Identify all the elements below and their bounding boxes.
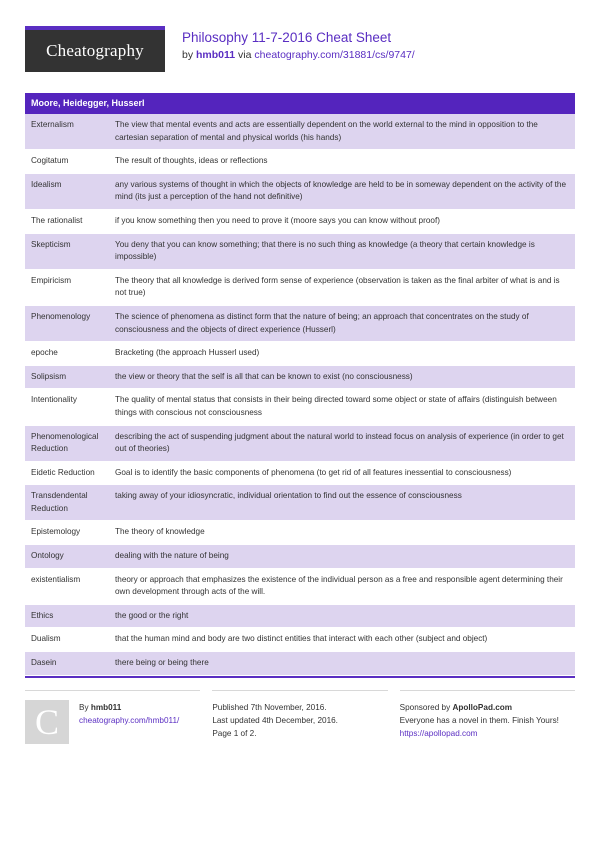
sponsor-prefix: Sponsored by <box>399 702 453 712</box>
term-cell: Dasein <box>31 658 57 668</box>
table-row <box>25 210 575 234</box>
table-row <box>25 605 575 629</box>
page-title: Philosophy 11-7-2016 Cheat Sheet <box>182 30 392 45</box>
definition-cell: the good or the right <box>115 610 189 620</box>
term-cell: Ontology <box>31 551 64 561</box>
term-cell: Empiricism <box>31 275 72 285</box>
table-row <box>25 652 575 676</box>
definition-cell: The theory that all knowledge is derived form sense of experience (observation is taken as the final arbiter of what is and is not true) <box>115 275 560 298</box>
sponsor-name: ApolloPad.com <box>452 702 513 712</box>
title-block <box>165 26 415 62</box>
cheatography-logo[interactable] <box>25 26 165 72</box>
table-row <box>25 521 575 545</box>
definition-cell: that the human mind and body are two distinct entities that interact with each other (subject and object) <box>115 634 488 644</box>
avatar: C <box>25 700 69 744</box>
table-row <box>25 234 575 270</box>
table-row <box>25 306 575 342</box>
term-cell: Ethics <box>31 610 54 620</box>
definition-cell: The science of phenomena as distinct form that the nature of being; an approach that concentrates on the study of consciousness and the objects of direct experience (Husserl) <box>115 311 529 334</box>
author-profile-link[interactable]: cheatography.com/hmb011/ <box>79 715 180 725</box>
definition-cell: if you know something then you need to prove it (moore says you can know without proof) <box>115 215 440 225</box>
table-row <box>25 485 575 521</box>
footer-sponsor-column <box>400 690 575 744</box>
table-row <box>25 270 575 306</box>
term-cell: Dualism <box>31 634 61 644</box>
footer-author-line <box>79 701 188 714</box>
footer-dates-column <box>212 690 387 744</box>
table-section-header: Moore, Heidegger, Husserl <box>25 93 575 114</box>
definition-cell: Bracketing (the approach Husserl used) <box>115 348 260 358</box>
term-cell: Phenomenological Reduction <box>31 431 99 454</box>
term-cell: Phenomenology <box>31 311 91 321</box>
sponsor-line <box>400 701 563 714</box>
footer-dates-body <box>212 700 375 744</box>
definition-cell: The theory of knowledge <box>115 527 205 537</box>
page-number: Page 1 of 2. <box>212 728 257 738</box>
definition-cell: theory or approach that emphasizes the existence of the individual person as a free and responsible agent determining their own development through acts of the will. <box>115 574 563 597</box>
term-cell: Skepticism <box>31 239 71 249</box>
table-row <box>25 342 575 366</box>
term-cell: Solipsism <box>31 371 67 381</box>
term-cell: Externalism <box>31 120 74 129</box>
published-date: Published 7th November, 2016. <box>212 702 327 712</box>
table-row <box>25 174 575 210</box>
table-row <box>25 426 575 462</box>
term-cell: Idealism <box>31 179 62 189</box>
table-row <box>25 569 575 605</box>
byline <box>182 49 415 62</box>
byline-via: via <box>235 49 255 61</box>
source-url-link[interactable]: cheatography.com/31881/cs/9747/ <box>254 49 415 61</box>
footer-by-prefix: By <box>79 702 91 712</box>
sponsor-link[interactable]: https://apollopad.com <box>399 728 478 738</box>
author-name: hmb011 <box>196 49 236 61</box>
logo-text: Cheatography <box>46 41 144 60</box>
table-body <box>25 114 575 676</box>
term-cell: Eidetic Reduction <box>31 467 95 477</box>
page-footer <box>25 690 575 744</box>
footer-author-body <box>79 700 188 744</box>
definition-cell: taking away of your idiosyncratic, individual orientation to find out the essence of consciousness <box>115 491 462 501</box>
definition-cell: Goal is to identify the basic components of phenomena (to get rid of all features inessential to consciousness) <box>115 467 512 477</box>
table-row <box>25 628 575 652</box>
footer-author-column <box>25 690 200 744</box>
definition-cell: You deny that you can know something; that there is no such thing as knowledge (a theory that certain knowledge is impossible) <box>115 239 535 262</box>
term-cell: existentialism <box>31 574 81 584</box>
table-row <box>25 150 575 174</box>
definition-cell: describing the act of suspending judgment about the natural world to instead focus on analysis of experience (in order to get out of theories) <box>115 431 564 454</box>
definition-cell: dealing with the nature of being <box>115 551 229 561</box>
term-cell: Intentionality <box>31 395 77 405</box>
byline-prefix: by <box>182 49 197 61</box>
table-row <box>25 114 575 150</box>
definition-cell: any various systems of thought in which the objects of knowledge are held to be in someway dependent on the activity of the mind (its just a perception of the hand not definitive) <box>115 179 567 202</box>
term-cell: Cogitatum <box>31 156 69 166</box>
footer-sponsor-body <box>400 700 563 744</box>
footer-author-name: hmb011 <box>90 702 122 712</box>
page-header <box>0 0 600 72</box>
definitions-table <box>25 93 575 678</box>
term-cell: Transdendental Reduction <box>31 491 88 513</box>
term-cell: Epistemology <box>31 527 81 537</box>
definition-cell: the view or theory that the self is all that can be known to exist (no consciousness) <box>115 371 413 381</box>
definition-cell: The quality of mental status that consists in their being directed toward some object or state of affairs (distinguish between things with conscious not consciousness <box>115 395 557 417</box>
definition-cell: The view that mental events and acts are essentially dependent on the world external to the mind in opposition to the cartesian separation of mental and physical worlds (his hands) <box>115 120 538 142</box>
term-cell: epoche <box>31 348 58 358</box>
updated-date: Last updated 4th December, 2016. <box>212 715 338 725</box>
table-row <box>25 462 575 486</box>
sponsor-tagline: Everyone has a novel in them. Finish Yours! <box>399 715 559 725</box>
table-row <box>25 545 575 569</box>
table-row <box>25 366 575 390</box>
table-row <box>25 389 575 425</box>
definition-cell: there being or being there <box>115 658 209 668</box>
definition-cell: The result of thoughts, ideas or reflections <box>115 156 268 166</box>
term-cell: The rationalist <box>31 215 83 225</box>
